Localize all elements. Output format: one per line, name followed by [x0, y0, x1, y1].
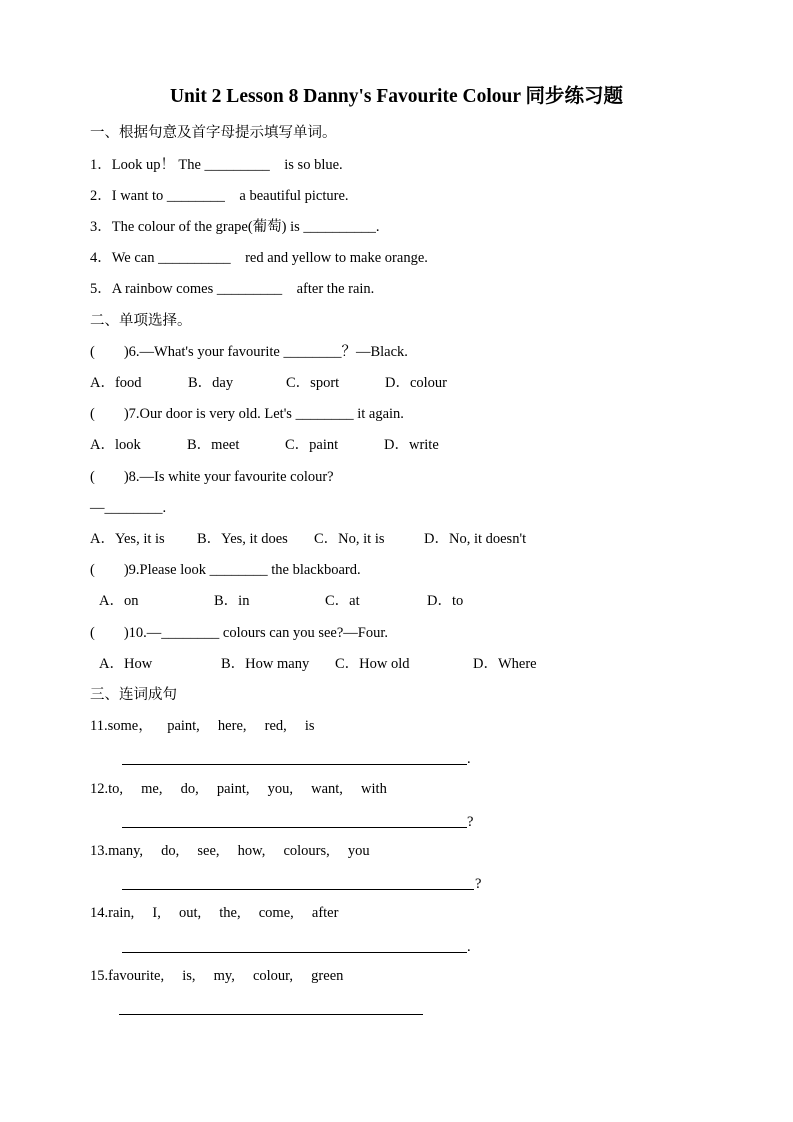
q6-option-a: A．food	[90, 375, 142, 391]
answer-line-13	[122, 889, 474, 890]
fill-item-4: 4．We can __________ red and yellow to make orange.	[90, 250, 428, 266]
question-7: ( )7.Our door is very old. Let's ________ it again.	[90, 406, 404, 422]
answer-11-end: .	[467, 751, 471, 767]
q6-option-d: D．colour	[385, 375, 448, 391]
reorder-item-12: 12.to, me, do, paint, you, want, with	[90, 781, 387, 797]
q9-option-b: B．in	[214, 593, 250, 609]
reorder-item-13: 13.many, do, see, how, colours, you	[90, 843, 370, 859]
answer-12-end: ?	[467, 814, 474, 830]
question-9: ( )9.Please look ________ the blackboard.	[90, 562, 361, 578]
section2-heading: 二、单项选择。	[90, 313, 192, 329]
q6-option-c: C．sport	[286, 375, 340, 391]
page-title: Unit 2 Lesson 8 Danny's Favourite Colour 同步练习题	[169, 86, 624, 107]
reorder-item-15: 15.favourite, is, my, colour, green	[90, 968, 344, 984]
fill-item-5: 5．A rainbow comes _________ after the rain.	[90, 281, 375, 297]
q7-option-c: C．paint	[285, 437, 339, 453]
fill-item-3: 3．The colour of the grape(葡萄) is __________.	[90, 219, 380, 235]
question-8: ( )8.—Is white your favourite colour?	[90, 469, 334, 485]
section1-heading: 一、根据句意及首字母提示填写单词。	[90, 125, 337, 141]
q10-option-d: D．Where	[473, 656, 537, 672]
answer-line-12	[122, 827, 467, 828]
reorder-item-14: 14.rain, I, out, the, come, after	[90, 905, 339, 921]
q9-option-c: C．at	[325, 593, 360, 609]
answer-line-11	[122, 764, 467, 765]
q7-option-d: D．write	[384, 437, 439, 453]
q10-option-c: C．How old	[335, 656, 410, 672]
q8-option-c: C．No, it is	[314, 531, 385, 547]
q9-option-d: D．to	[427, 593, 464, 609]
q7-option-b: B．meet	[187, 437, 240, 453]
question-6: ( )6.—What's your favourite ________？—Black.	[90, 344, 408, 360]
fill-item-2: 2．I want to ________ a beautiful picture.	[90, 188, 349, 204]
answer-13-end: ?	[475, 876, 482, 892]
q8-option-d: D．No, it doesn't	[424, 531, 527, 547]
question-10: ( )10.—________ colours can you see?—Four.	[90, 625, 389, 641]
q9-option-a: A．on	[99, 593, 139, 609]
q8-option-a: A．Yes, it is	[90, 531, 165, 547]
reorder-item-11: 11.some， paint, here, red, is	[90, 718, 315, 734]
answer-line-15	[119, 1014, 423, 1015]
q7-option-a: A．look	[90, 437, 141, 453]
q6-option-b: B．day	[188, 375, 234, 391]
answer-line-14	[122, 952, 467, 953]
q8-answer-line: —________.	[90, 500, 167, 516]
q10-option-a: A．How	[99, 656, 153, 672]
answer-14-end: .	[467, 939, 471, 955]
fill-item-1: 1．Look up！ The _________ is so blue.	[90, 157, 343, 173]
q8-option-b: B．Yes, it does	[197, 531, 288, 547]
section3-heading: 三、连词成句	[90, 687, 177, 703]
q10-option-b: B．How many	[221, 656, 310, 672]
